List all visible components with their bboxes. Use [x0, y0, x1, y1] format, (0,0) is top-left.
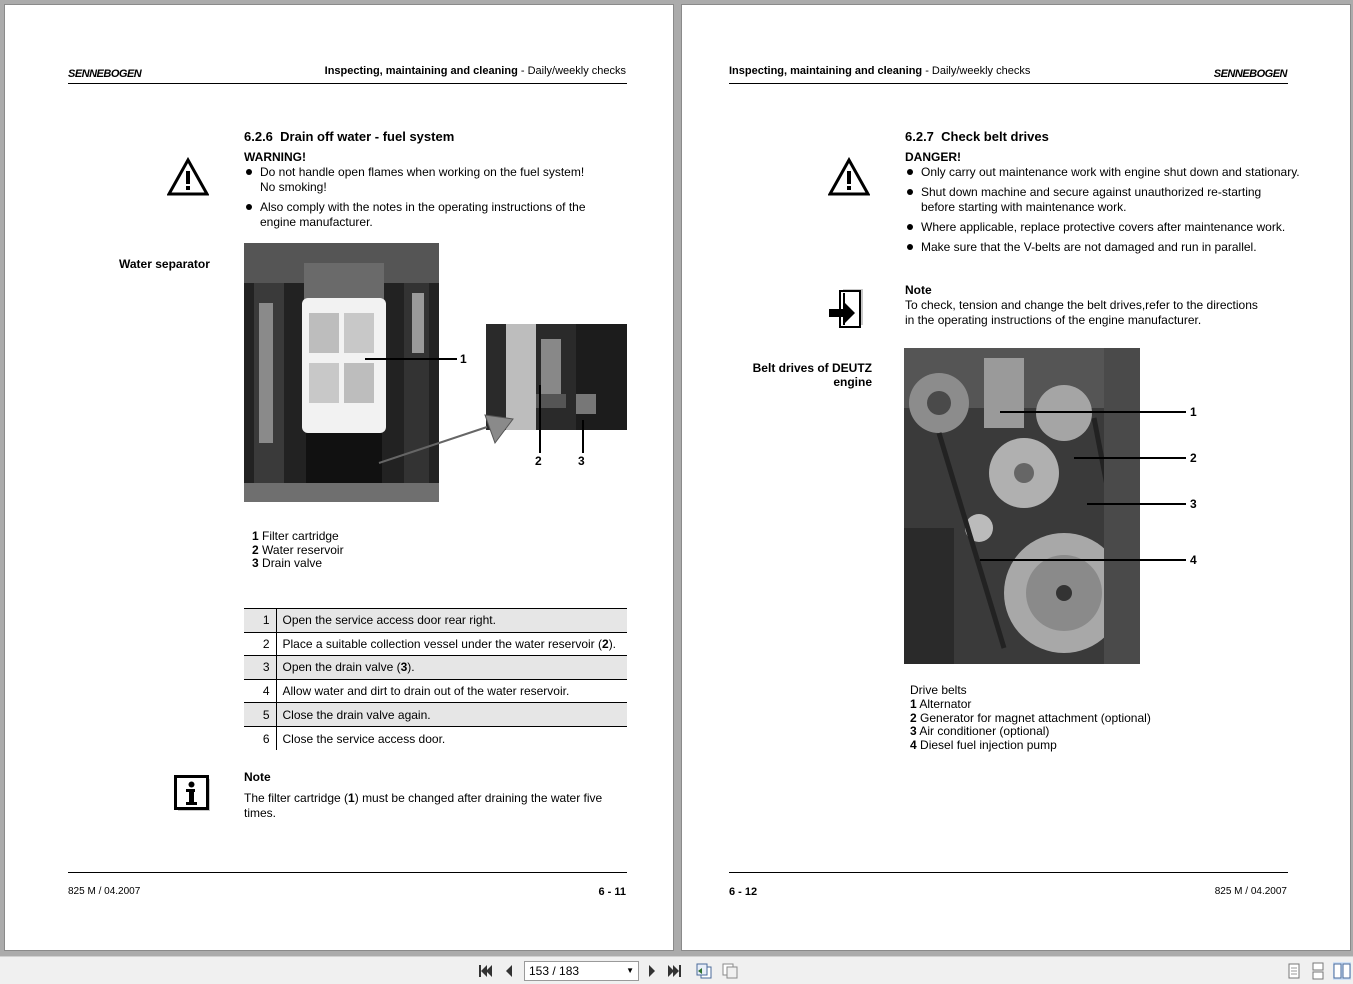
step-text: Open the service access door rear right.: [276, 609, 627, 633]
legend-item: 3 Air conditioner (optional): [910, 724, 1050, 739]
page-header: [729, 65, 1030, 77]
bullet: [907, 169, 913, 175]
step-number: 3: [244, 656, 276, 680]
zoom-arrow-icon: [377, 405, 517, 467]
side-label-belt-drives: Belt drives of DEUTZ engine: [752, 361, 872, 389]
step-number: 1: [244, 609, 276, 633]
legend-item: 2 Generator for magnet attachment (optional): [910, 710, 1151, 725]
back-view-icon[interactable]: [695, 962, 713, 980]
step-text: Close the service access door.: [282, 731, 446, 746]
side-label-water-separator: Water separator: [119, 257, 210, 271]
step-number: 6: [244, 726, 276, 750]
callout-2: 2: [1190, 451, 1197, 465]
legend-title: Drive belts: [910, 683, 967, 697]
footer-model: 825 M / 04.2007: [68, 886, 141, 897]
bullet: [246, 169, 252, 175]
page-header: [325, 65, 626, 77]
footer-model: 825 M / 04.2007: [1214, 886, 1287, 897]
figure-legend: [252, 530, 344, 571]
page-number-select[interactable]: [524, 961, 639, 981]
legend-text: Water reservoir: [258, 542, 344, 557]
step-text: Allow water and dirt to drain out of the water reservoir.: [276, 679, 627, 703]
section-number: 6.2.6: [244, 129, 273, 144]
legend-item: 1 Alternator: [910, 696, 972, 711]
section-heading: [905, 129, 1049, 144]
callout-3: 3: [1190, 497, 1197, 511]
danger-item-4: Make sure that the V-belts are not damaged and run in parallel.: [921, 240, 1257, 254]
callout-2: 2: [535, 454, 542, 468]
forward-view-icon[interactable]: [721, 962, 739, 980]
table-row: [244, 632, 627, 656]
step-text: Close the drain valve again.: [276, 703, 627, 727]
danger-title: DANGER!: [905, 150, 961, 164]
legend-item: [252, 544, 344, 558]
header-sub: - Daily/weekly checks: [517, 65, 626, 77]
table-row: [244, 703, 627, 727]
note-text: The filter cartridge (1) must be changed after draining the water five times.: [244, 791, 603, 820]
figure-legend: [910, 684, 1151, 753]
bullet: [907, 244, 913, 250]
warning-triangle-icon: [828, 157, 870, 197]
header-sub: - Daily/weekly checks: [922, 65, 1031, 77]
step-number: 4: [244, 679, 276, 703]
callout-1: 1: [1190, 405, 1197, 419]
legend-item: [252, 530, 344, 544]
legend-item: [252, 557, 344, 571]
legend-text: Filter cartridge: [258, 529, 339, 543]
header-rule: [68, 83, 627, 84]
procedure-steps-table: [244, 608, 627, 750]
right-page: [681, 4, 1351, 951]
previous-page-icon[interactable]: [502, 962, 516, 980]
header-section: Inspecting, maintaining and cleaning: [324, 65, 518, 77]
section-title: Check belt drives: [941, 129, 1049, 144]
callout-line-2: [539, 385, 541, 453]
first-page-icon[interactable]: [477, 962, 493, 980]
next-page-icon[interactable]: [645, 962, 659, 980]
callout-1: 1: [460, 352, 467, 366]
left-page: [4, 4, 674, 951]
step-number: 2: [244, 632, 276, 656]
callout-line-1: [1000, 411, 1186, 413]
footer-rule: [729, 872, 1288, 873]
warning-title: WARNING!: [244, 150, 306, 164]
step-text: Open the drain valve (3).: [276, 656, 627, 680]
chevron-down-icon: ▼: [626, 966, 634, 975]
page-number: 6 - 11: [598, 886, 626, 898]
legend-num: 3: [252, 556, 259, 570]
last-page-icon[interactable]: [667, 962, 683, 980]
legend-text: Drain valve: [258, 556, 323, 570]
page-indicator: 153 / 183: [529, 964, 580, 978]
section-number: 6.2.7: [905, 129, 934, 144]
legend-item: 4 Diesel fuel injection pump: [910, 738, 1057, 753]
info-icon: [174, 775, 212, 813]
callout-line-4: [980, 559, 1186, 561]
manual-reference-icon: [827, 287, 869, 331]
note-text: To check, tension and change the belt drives,refer to the directions in the operating instructions of the engine manufacturer.: [905, 298, 1258, 327]
danger-item-1: Only carry out maintenance work with engine shut down and stationary.: [921, 165, 1300, 179]
warning-item-2: [260, 200, 586, 229]
step-number: 5: [244, 703, 276, 727]
section-heading: [244, 129, 454, 144]
note-title: Note: [244, 770, 271, 784]
continuous-view-icon[interactable]: [1311, 962, 1325, 980]
sennebogen-logo: SENNEBOGEN: [68, 68, 142, 80]
callout-4: 4: [1190, 553, 1197, 567]
warning-item-1-line-2: No smoking!: [260, 179, 327, 194]
danger-item-2: Shut down machine and secure against unauthorized re-starting before starting with maintenance work.: [921, 185, 1262, 214]
warning-item-2-line-2: engine manufacturer.: [260, 214, 373, 229]
callout-3: 3: [578, 454, 585, 468]
warning-item-1: [260, 165, 584, 194]
warning-item-2-line-1: Also comply with the notes in the operating instructions of the: [260, 200, 586, 214]
viewer-toolbar: [0, 956, 1353, 984]
bullet: [907, 189, 913, 195]
section-title: Drain off water - fuel system: [280, 129, 455, 144]
facing-pages-view-icon[interactable]: [1333, 962, 1351, 980]
table-row: [244, 726, 627, 750]
single-page-view-icon[interactable]: [1287, 962, 1301, 980]
legend-num: 2: [252, 542, 259, 557]
note-title: Note: [905, 283, 932, 297]
warning-item-1-line-1: Do not handle open flames when working on the fuel system!: [260, 165, 585, 179]
warning-triangle-icon: [167, 157, 209, 197]
danger-item-3: Where applicable, replace protective covers after maintenance work.: [921, 220, 1286, 234]
sennebogen-logo: SENNEBOGEN: [1213, 68, 1287, 80]
table-row: [244, 609, 627, 633]
callout-line-3: [582, 420, 584, 453]
table-row: [244, 679, 627, 703]
callout-line-2: [1074, 457, 1186, 459]
bullet: [246, 204, 252, 210]
header-section: Inspecting, maintaining and cleaning: [729, 65, 923, 77]
header-rule: [729, 83, 1288, 84]
belt-drives-photo: [904, 348, 1140, 664]
bullet: [907, 224, 913, 230]
callout-line-1: [365, 358, 457, 360]
table-row: [244, 656, 627, 680]
step-text: Place a suitable collection vessel under the water reservoir (2).: [276, 632, 627, 656]
page-number: 6 - 12: [729, 886, 758, 898]
footer-rule: [68, 872, 627, 873]
legend-num: 1: [252, 529, 259, 543]
callout-line-3: [1087, 503, 1186, 505]
